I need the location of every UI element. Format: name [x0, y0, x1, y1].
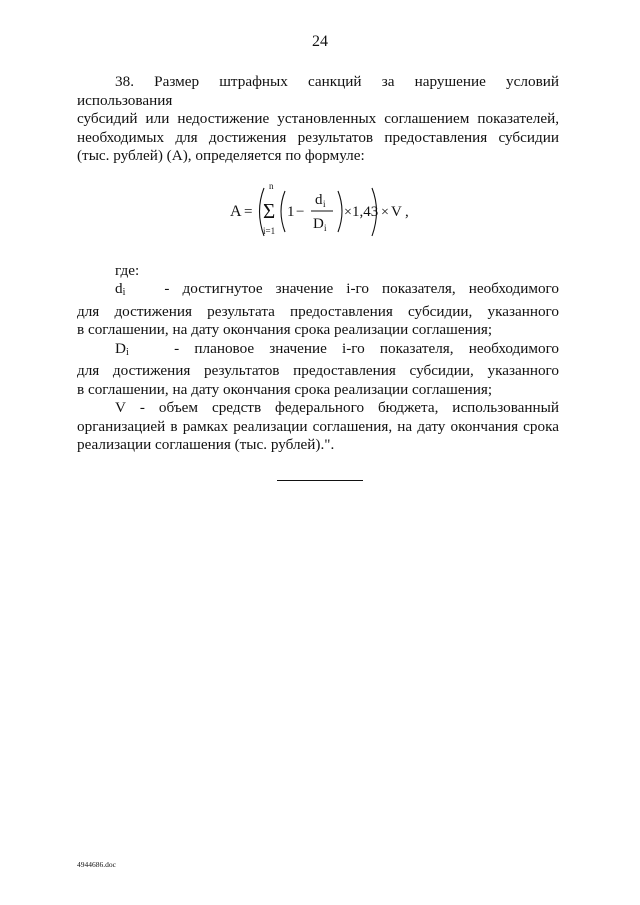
- inner-left-paren: [281, 191, 285, 232]
- sum-upper-limit: n: [269, 180, 274, 191]
- penalty-formula: [77, 174, 559, 248]
- definition-line: организацией в рамках реализации соглашения, на дату окончания срока: [77, 417, 559, 435]
- definition-line: [77, 340, 559, 363]
- formula-equals: =: [244, 203, 253, 220]
- definition-text: - достигнутое значение i-го показателя, необходимого: [164, 280, 559, 297]
- footer-filename: 4944686.doc: [77, 860, 116, 869]
- formula-times-1: ×: [344, 204, 352, 220]
- formula-numerator-sub: i: [323, 198, 326, 209]
- definition-line: [77, 280, 559, 303]
- definition-line: для достижения результатов предоставления субсидии, указанного: [77, 362, 559, 379]
- definition-text: - плановое значение i-го показателя, необходимого: [174, 339, 560, 357]
- definition-V: [77, 399, 559, 455]
- paragraph-line: 38. Размер штрафных санкций за нарушение условий использования: [77, 73, 559, 109]
- document-body: [77, 73, 559, 455]
- formula-svg: [227, 174, 427, 248]
- definition-line: [77, 399, 559, 418]
- definition-symbol: V: [115, 399, 126, 416]
- formula-one: 1: [287, 203, 295, 220]
- definition-line: в соглашении, на дату окончания срока реализации соглашения;: [77, 380, 493, 398]
- definition-symbol: d: [115, 280, 123, 297]
- where-label: где:: [115, 261, 140, 279]
- sum-lower-limit: i=1: [263, 225, 276, 236]
- definition-text: - объем средств федерального бюджета, использованный: [139, 399, 560, 416]
- paragraph-line: субсидий или недостижение установленных соглашением показателей,: [77, 110, 559, 127]
- inner-right-paren: [338, 191, 342, 232]
- formula-numerator: d: [315, 191, 323, 208]
- definition-symbol-sub: i: [125, 346, 129, 358]
- formula-denominator-sub: i: [324, 222, 327, 233]
- definition-Di: [77, 340, 559, 400]
- paragraph-line: (тыс. рублей) (А), определяется по формуле:: [77, 147, 365, 164]
- definition-line: для достижения результата предоставления субсидии, указанного: [77, 302, 559, 320]
- formula-coefficient: 1,43: [352, 203, 379, 220]
- formula-v: V: [391, 203, 402, 220]
- formula-comma: ,: [405, 203, 409, 220]
- formula-minus: −: [296, 203, 305, 220]
- definition-symbol: D: [115, 339, 126, 357]
- definition-line: в соглашении, на дату окончания срока реализации соглашения;: [77, 321, 493, 338]
- end-divider: [277, 480, 363, 481]
- sum-symbol: Σ: [263, 198, 276, 223]
- definition-line: реализации соглашения (тыс. рублей).".: [77, 436, 335, 453]
- definition-symbol-sub: i: [122, 287, 126, 298]
- formula-denominator: D: [313, 215, 324, 232]
- definition-di: [77, 280, 559, 340]
- paragraph-line: необходимых для достижения результатов предоставления субсидии: [77, 128, 559, 146]
- page-number: 24: [312, 33, 328, 50]
- formula-times-2: ×: [381, 204, 389, 220]
- formula-lhs: A: [230, 202, 242, 220]
